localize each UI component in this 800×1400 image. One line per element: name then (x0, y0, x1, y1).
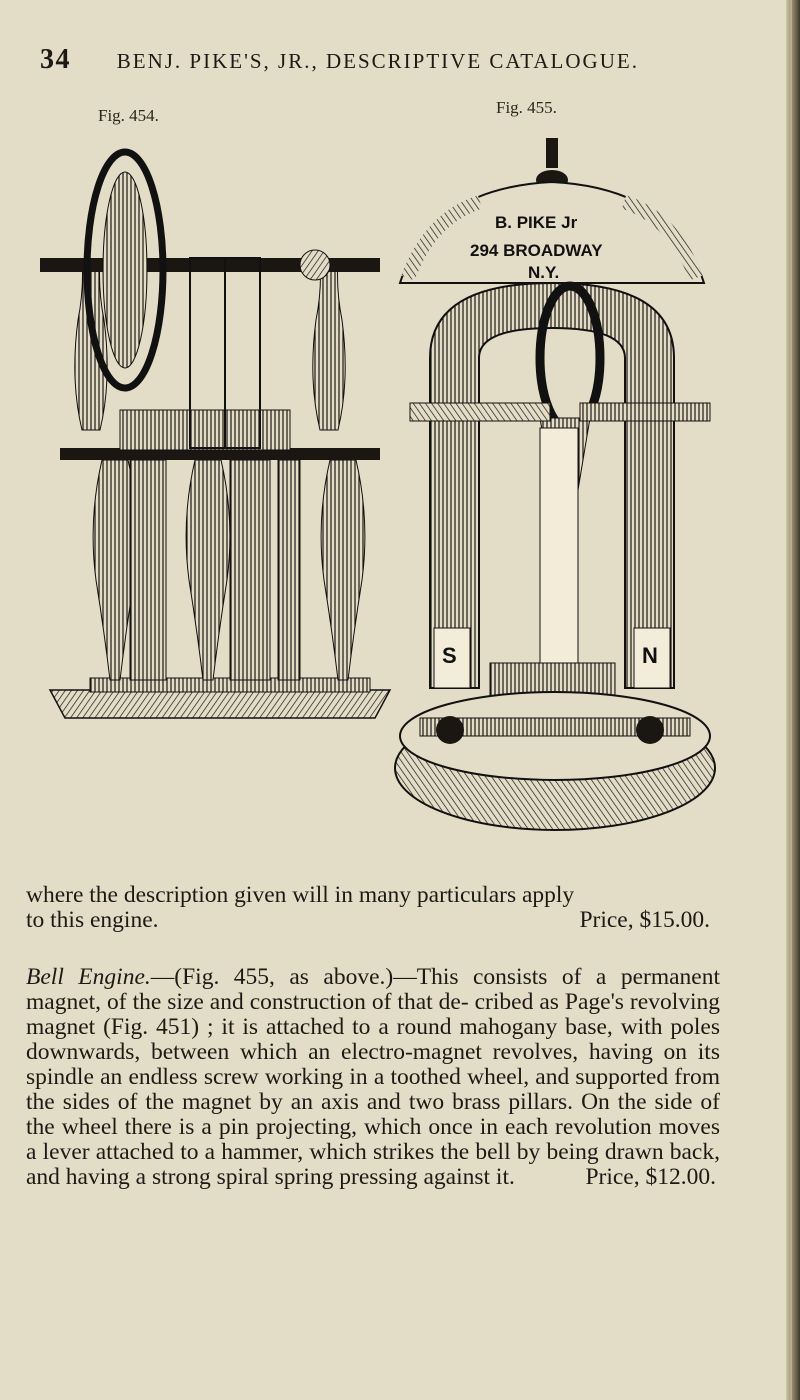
fig-455-engraving (390, 118, 720, 848)
paragraph-engine-continuation (26, 883, 720, 933)
fig-454-label: Fig. 454. (98, 106, 159, 125)
running-header (40, 44, 740, 76)
fig-455-label: Fig. 455. (496, 98, 557, 117)
bell-maker-name: B. PIKE Jr (495, 213, 578, 232)
para-1-line-1: where the description given will in many particulars apply (26, 882, 575, 908)
page-edge (786, 0, 800, 1400)
pole-north-label: N (642, 643, 658, 668)
fig-455-bell (400, 138, 704, 283)
running-title: BENJ. PIKE'S, JR., DESCRIPTIVE CATALOGUE. (116, 49, 639, 73)
fig-454-base (50, 678, 390, 718)
fig-455-base (395, 692, 715, 830)
price-15: Price, $15.00. (579, 907, 710, 933)
price-12: Price, $12.00. (585, 1164, 716, 1190)
page-number: 34 (40, 44, 71, 75)
paragraph-bell-engine (26, 965, 720, 1190)
bell-maker-city: N.Y. (528, 263, 560, 282)
bell-engine-caption: Bell Engine. (26, 964, 151, 990)
bell-engine-description: —(Fig. 455, as above.)—This consists of a permanent magnet, of the size and construction of that de- cribed as Page's revolving magnet (Fig. 451) ; it is attached to a round mahogany base, with poles downwards, between which an electro-magnet revolves, having on its spindle an endless screw working in a toothed wheel, and supported from the sides of the magnet by an axis and two brass pillars. On the side of the wheel there is a pin projecting, which once in each revolution moves a lever attached to a hammer, which strikes the bell by being drawn back, and having a strong spiral spring pressing against it. (26, 964, 720, 1190)
pole-south-label: S (442, 643, 457, 668)
fig-454-wheel (87, 152, 260, 448)
bell-maker-address: 294 BROADWAY (470, 241, 603, 260)
fig-454-engraving (30, 130, 400, 730)
para-1-line-2: to this engine. (26, 907, 159, 933)
fig-454-lower-columns (93, 460, 365, 680)
